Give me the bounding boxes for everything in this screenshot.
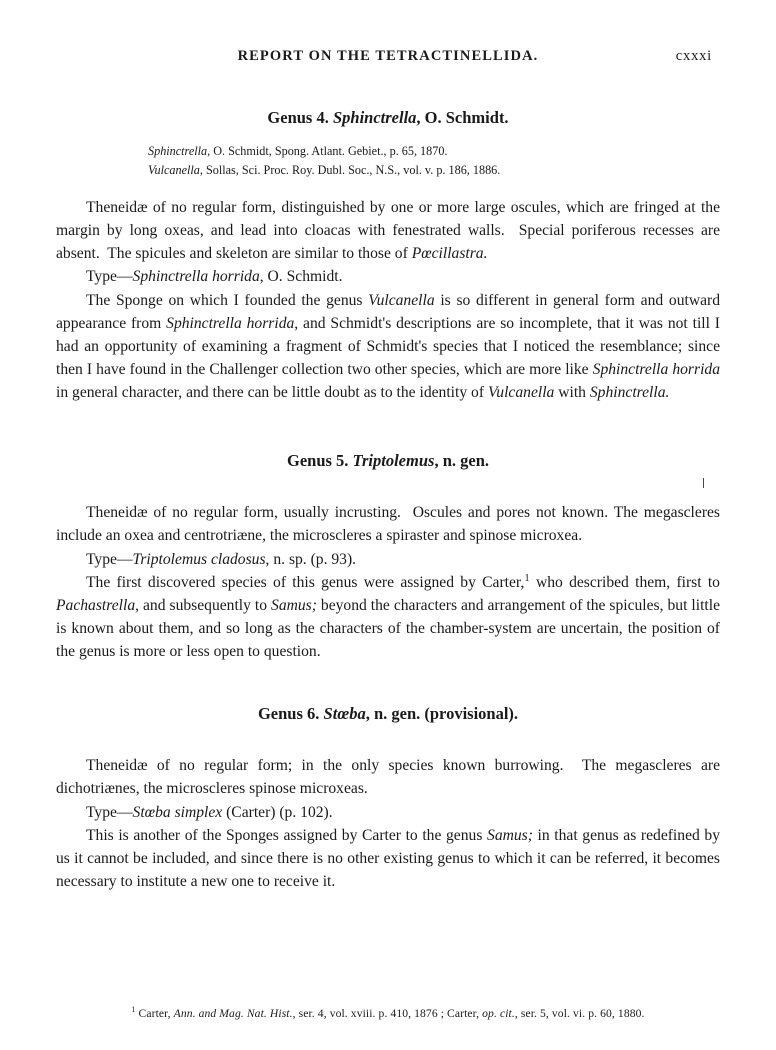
genus-heading-suffix: , O. Schmidt. xyxy=(416,108,509,127)
genus-heading-prefix: Genus 5. xyxy=(286,450,353,470)
synonymy-list xyxy=(56,142,720,180)
paragraph: Theneidæ of no regular form, distinguished by one or more large oscules, which are fringed at the margin by long oxeas, and lead into cloacas with fenestrated walls. Special poriferous recesses are absent. The spicules and skeleton are similar to those of Pœcillastra. xyxy=(56,199,720,263)
genus-heading-prefix: Genus 4. xyxy=(267,108,333,127)
paragraph: This is another of the Sponges assigned by Carter to the genus Samus; in that genus as redefined by us it cannot be included, and since there is no other existing genus to which it can be referred, it becomes necessary to institute a new one to receive it. xyxy=(56,826,720,890)
margin-tick xyxy=(703,478,704,488)
synonymy-name: Vulcanella xyxy=(148,163,200,178)
section-genus-5 xyxy=(56,450,720,663)
page-number: cxxxi xyxy=(675,48,712,64)
page-title: REPORT ON THE TETRACTINELLIDA. xyxy=(237,48,539,64)
synonymy-entry xyxy=(148,142,720,161)
paragraph: Theneidæ of no regular form, usually incrusting. Oscules and pores not known. The megascleres include an oxea and centrotriæne, the microscleres a spiraster and spinose microxea. xyxy=(56,504,720,545)
section-genus-6 xyxy=(56,703,720,893)
paragraph: The first discovered species of this genus were assigned by Carter,$^1$ who described them, first to Pachastrella, and subsequently to Samus; beyond the characters and arrangement of the spicules, but little is known about them, and so long as the characters of the chamber-system are uncertain, the position of the genus is more or less open to question. xyxy=(56,572,720,660)
genus-heading-name: Triptolemus xyxy=(352,450,435,470)
genus-heading-suffix: , n. gen. (provisional). xyxy=(365,703,519,723)
genus-heading xyxy=(56,450,720,471)
synonymy-entry xyxy=(148,161,720,180)
running-head xyxy=(56,48,720,65)
genus-heading-name: Stœba xyxy=(323,703,366,723)
synonymy-reference: , Sollas, Sci. Proc. Roy. Dubl. Soc., N.S., vol. v. p. 186, 1886. xyxy=(199,163,501,178)
genus-heading xyxy=(56,107,720,128)
paragraph: The Sponge on which I founded the genus Vulcanella is so different in general form and outward appearance from Sphinctrella horrida, and Schmidt's descriptions are so incomplete, that it was not till I had an opportunity of examining a fragment of Schmidt's species that I noticed the resemblance; since then I have found in the Challenger collection two other species, which are more like Sphinctrella horrida in general character, and there can be little doubt as to the identity of Vulcanella with Sphinctrella. xyxy=(56,291,720,401)
genus-heading-prefix: Genus 6. xyxy=(257,703,324,723)
paragraph: Theneidæ of no regular form; in the only species known burrowing. The megascleres are dichotriænes, the microscleres spinose microxeas. xyxy=(56,757,720,798)
footnote: $^1$ Carter, Ann. and Mag. Nat. Hist., ser. 4, vol. xviii. p. 410, 1876 ; Carter, op. cit., ser. 5, vol. vi. p. 60, 1880. xyxy=(131,1004,645,1020)
section-genus-4 xyxy=(56,107,720,404)
genus-heading xyxy=(56,703,720,724)
footnote-marker: 1 xyxy=(524,572,530,584)
type-paragraph: Type—Triptolemus cladosus, n. sp. (p. 93). xyxy=(86,550,357,568)
type-paragraph: Type—Sphinctrella horrida, O. Schmidt. xyxy=(86,268,343,286)
synonymy-name: Sphinctrella xyxy=(148,144,208,159)
genus-heading-suffix: , n. gen. xyxy=(434,450,490,470)
type-paragraph: Type—Stœba simplex (Carter) (p. 102). xyxy=(86,803,333,821)
genus-heading-name: Sphinctrella xyxy=(332,108,417,127)
synonymy-reference: , O. Schmidt, Spong. Atlant. Gebiet., p. 65, 1870. xyxy=(207,144,448,159)
footnote-number: 1 xyxy=(131,1004,136,1014)
